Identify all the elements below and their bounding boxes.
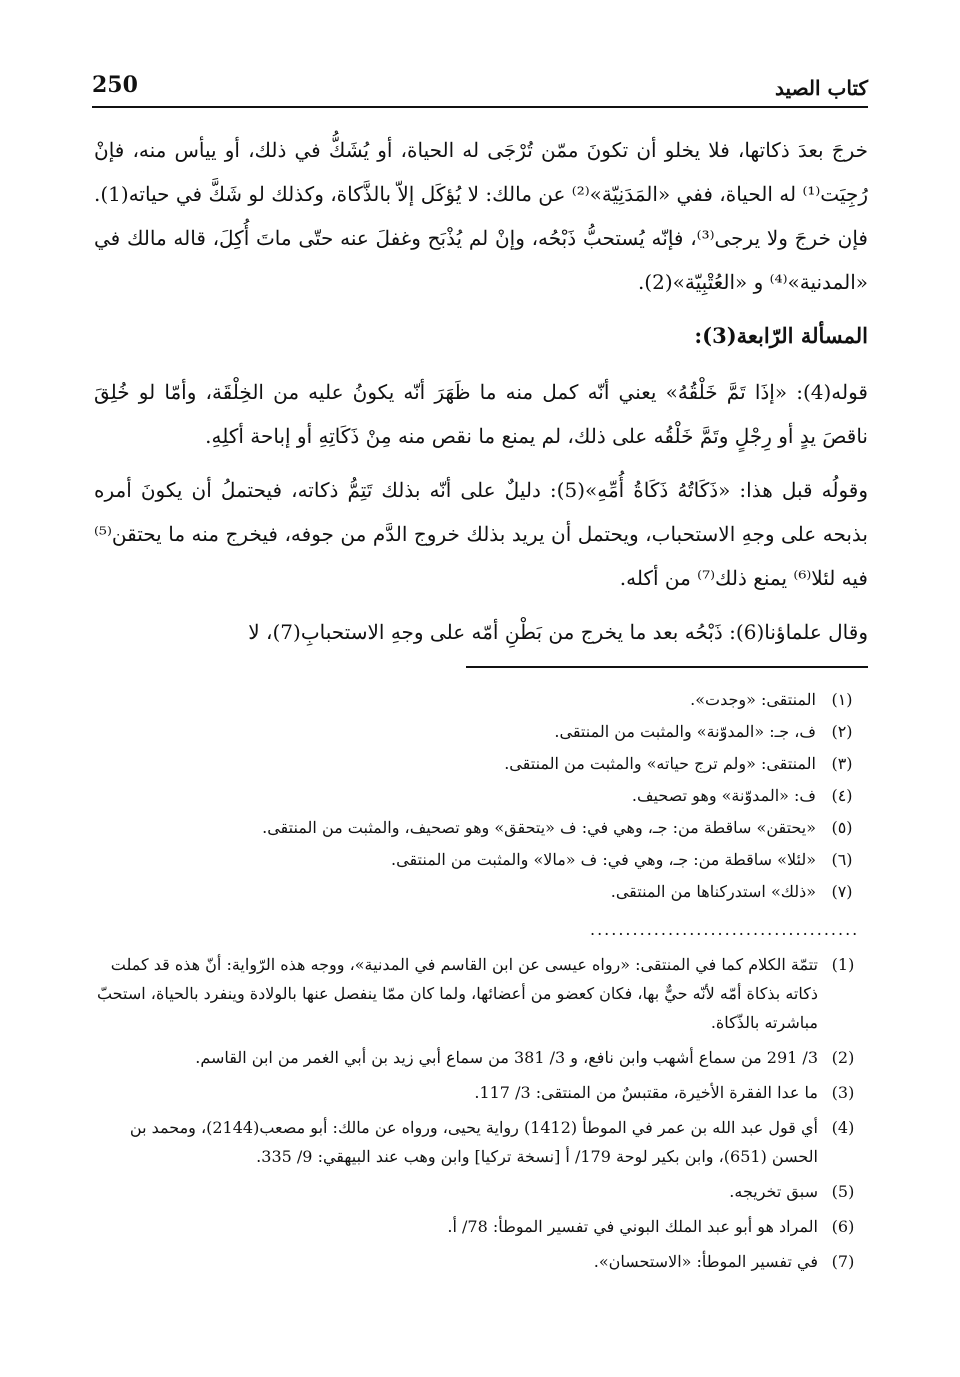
- footnote-text: «يحتقن» ساقطة من: جـ، وهي في: ف «يتحقق» وهو تصحيف، والمثبت من المنتقى.: [262, 818, 816, 837]
- running-title: كتاب الصيد: [775, 76, 868, 100]
- footnote-text: ف، جـ: «المدوّنة» والمثبت من المنتقى.: [554, 722, 816, 741]
- footnote-item: [160, 844, 868, 876]
- footnote-number: (٣): [831, 754, 853, 773]
- page-header: [92, 70, 868, 108]
- footnote-number: (4): [831, 1118, 855, 1137]
- footnote-item: [160, 876, 868, 908]
- footnote-text: «ذلك» استدركناها من المنتقى.: [610, 882, 816, 901]
- footnote-number: (٦): [831, 850, 853, 869]
- paragraph-2: قوله(4): «إذَا تَمَّ خَلْقُهُ» يعني أنّه كمل منه ما ظَهَرَ أنّه يكونُ عليه من الخِلْقَة، وأمّا لو خُلِقَ ناقصَ يدٍ أو رِجْلٍ وتَمَّ خَلْقُه على ذلك، لم يمنع ما نقص منه مِنْ ذَكَاتِهِ أو إباحة أكلِهِ.: [94, 380, 868, 448]
- editor-footnotes: [94, 950, 868, 1282]
- footnote-item: [94, 1078, 868, 1107]
- footnote-text: في تفسير الموطأ: «الاستحسان».: [593, 1252, 818, 1271]
- footnote-item: [94, 1247, 868, 1276]
- footnote-text: أي قول عبد الله بن عمر في الموطأ (1412) رواية يحيى، ورواه عن مالك: أبو مصعب(2144)، ومحمد بن الحسن (651)، وابن بكير لوحة 179/ أ [نسخة تركيا] وابن وهب عند البيهقي: 9/ 335.: [129, 1118, 818, 1166]
- footnote-item: [94, 950, 868, 1037]
- footnote-item: [160, 780, 868, 812]
- footnote-item: [94, 1043, 868, 1072]
- paragraph-4: وقال علماؤنا(6): ذَبْحُه بعد ما يخرج من بَطْنِ أمّه على وجهِ الاستحبابِ(7)، لا: [248, 620, 868, 644]
- footnote-text: ف: «المدوّنة» وهو تصحيف.: [631, 786, 816, 805]
- footnote-text: المنتقى: «وجدت».: [690, 690, 816, 709]
- paragraph-3: وقولُه قبل هذا: «ذَكَاتُهُ ذَكَاةُ أُمِّهِ»(5): دليلٌ على أنّه بذلك تَتِمُّ ذكاته، فيحتملُ أن يكونَ أمره بذبحه على وجهِ الاستحباب، ويحتمل أن يريد بذلك خروج الدَّم من جوفه، فيخرج منه ما يحتقن⁽⁵⁾ فيه لئلا⁽⁶⁾ يمنع ذلك⁽⁷⁾ من أكله.: [94, 478, 868, 590]
- footnote-number: (١): [831, 690, 853, 709]
- paragraph-1: خرجَ بعدَ ذكاتها، فلا يخلو أن تكونَ ممّن تُرْجَى له الحياة، أو يُشَكُّ في ذلك، أو ييأس منه، فإنْ رُجِيَت⁽¹⁾ له الحياة، ففي «المَدَنِيّة»⁽²⁾ عن مالك: لا يُؤكَل إلاّ بالذَّكاة، وكذلك لو شَكَّ في حياته(1). فإن خرجَ ولا يرجى⁽³⁾، فإنّه يُستحبُّ ذَبْحُه، وإنْ لم يُذْبَح وغفلَ عنه حتّى ماتَ أُكِلَ، قاله مالك في «المدنية»⁽⁴⁾ و «العُتْبِيّة»(2).: [94, 138, 868, 294]
- footnote-item: [94, 1212, 868, 1241]
- footnote-number: (1): [831, 955, 855, 974]
- footnote-item: [160, 716, 868, 748]
- footnote-text: سبق تخريجه.: [729, 1182, 818, 1201]
- footnote-text: المنتقى: «ولم ترج حياته» والمثبت من المنتقى.: [504, 754, 816, 773]
- footnote-text: تتمّة الكلام كما في المنتقى: «رواه عيسى عن ابن القاسم في المدنية»، ووجه هذه الرّواية: أنّ هذه قد كملت ذكاته بذكاة أمّه لأنّه حيٌّ بها، فكان كعضو من أعضائها، ولما كان ممّا ينفصل عنها بالولادة وينفرد بالحياة، استحبّ مباشرته بالذّكاة.: [96, 955, 818, 1032]
- footnote-item: [160, 748, 868, 780]
- footnote-number: (٧): [831, 882, 853, 901]
- footnote-number: (3): [831, 1083, 855, 1102]
- footnote-item: [94, 1177, 868, 1206]
- footnote-text: «لئلا» ساقطة من: جـ، وهي في: ف «مالا» والمثبت من المنتقى.: [391, 850, 816, 869]
- footnote-item: [94, 1113, 868, 1171]
- footnote-number: (٥): [831, 818, 853, 837]
- footnote-number: (6): [831, 1217, 855, 1236]
- footnote-number: (2): [831, 1048, 855, 1067]
- footnote-separator: [466, 666, 868, 668]
- footnote-number: (٢): [831, 722, 853, 741]
- footnote-number: (5): [831, 1182, 855, 1201]
- footnote-number: (7): [831, 1252, 855, 1271]
- footnote-text: ما عدا الفقرة الأخيرة، مقتبسٌ من المنتقى: 3/ 117.: [474, 1083, 818, 1102]
- footnote-number: (٤): [831, 786, 853, 805]
- footnote-text: المراد هو أبو عبد الملك البوني في تفسير الموطأ: 78/ أ.: [447, 1217, 818, 1236]
- footnote-item: [160, 812, 868, 844]
- footnote-text: 3/ 291 من سماع أشهب وابن نافع، و 3/ 381 من سماع أبي زيد بن أبي الغمر من ابن القاسم.: [195, 1048, 818, 1067]
- main-text: [94, 128, 868, 662]
- dotted-divider: ......................................: [590, 920, 860, 936]
- variant-footnotes: [160, 684, 868, 908]
- footnote-item: [160, 684, 868, 716]
- page-number: 250: [92, 72, 138, 98]
- section-heading: المسألة الرّابعة(3):: [694, 323, 868, 348]
